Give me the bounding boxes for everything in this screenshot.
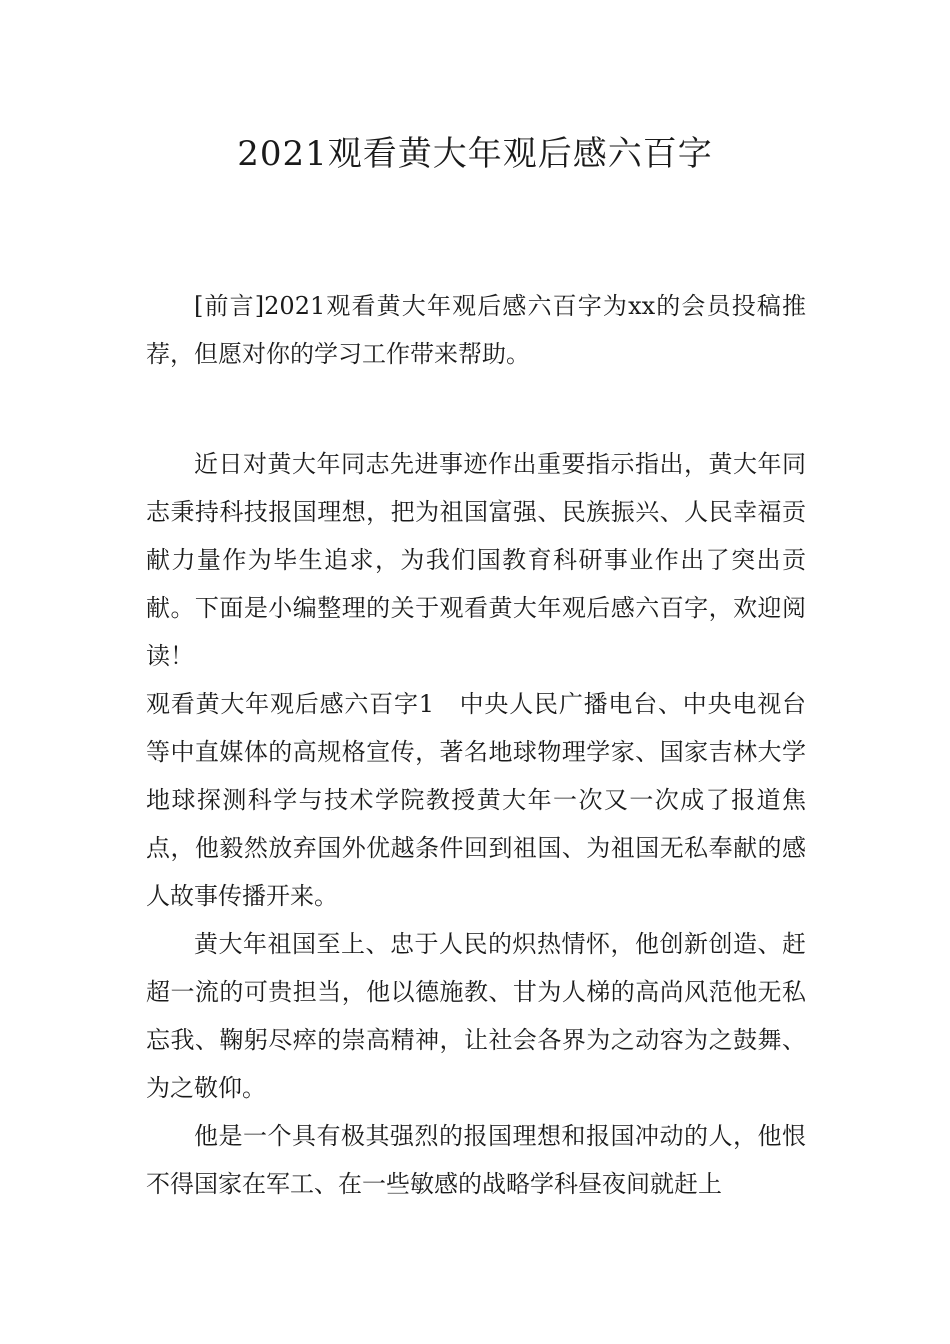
document-title: 2021观看黄大年观后感六百字	[237, 134, 713, 174]
essay-1-paragraph: 观看黄大年观后感六百字1 中央人民广播电台、中央电视台等中直媒体的高规格宣传，著名地球物理学家、国家吉林大学地球探测科学与技术学院教授黄大年一次又一次成了报道焦点，他毅然放弃国外优越条件回到祖国、为祖国无私奉献的感人故事传播开来。	[146, 690, 806, 910]
intro-paragraph: 近日对黄大年同志先进事迹作出重要指示指出，黄大年同志秉持科技报国理想，把为祖国富强、民族振兴、人民幸福贡献力量作为毕生追求，为我们国教育科研事业作出了突出贡献。下面是小编整理的关于观看黄大年观后感六百字，欢迎阅读！	[146, 450, 806, 670]
document-body	[146, 282, 806, 1208]
body-paragraph-2: 黄大年祖国至上、忠于人民的炽热情怀，他创新创造、赶超一流的可贵担当，他以德施教、甘为人梯的高尚风范他无私忘我、鞠躬尽瘁的崇高精神，让社会各界为之动容为之鼓舞、为之敬仰。	[146, 930, 806, 1102]
body-paragraph-3: 他是一个具有极其强烈的报国理想和报国冲动的人，他恨不得国家在军工、在一些敏感的战略学科昼夜间就赶上	[146, 1122, 806, 1198]
preface-paragraph: [前言]2021观看黄大年观后感六百字为xx的会员投稿推荐，但愿对你的学习工作带来帮助。	[146, 292, 806, 368]
